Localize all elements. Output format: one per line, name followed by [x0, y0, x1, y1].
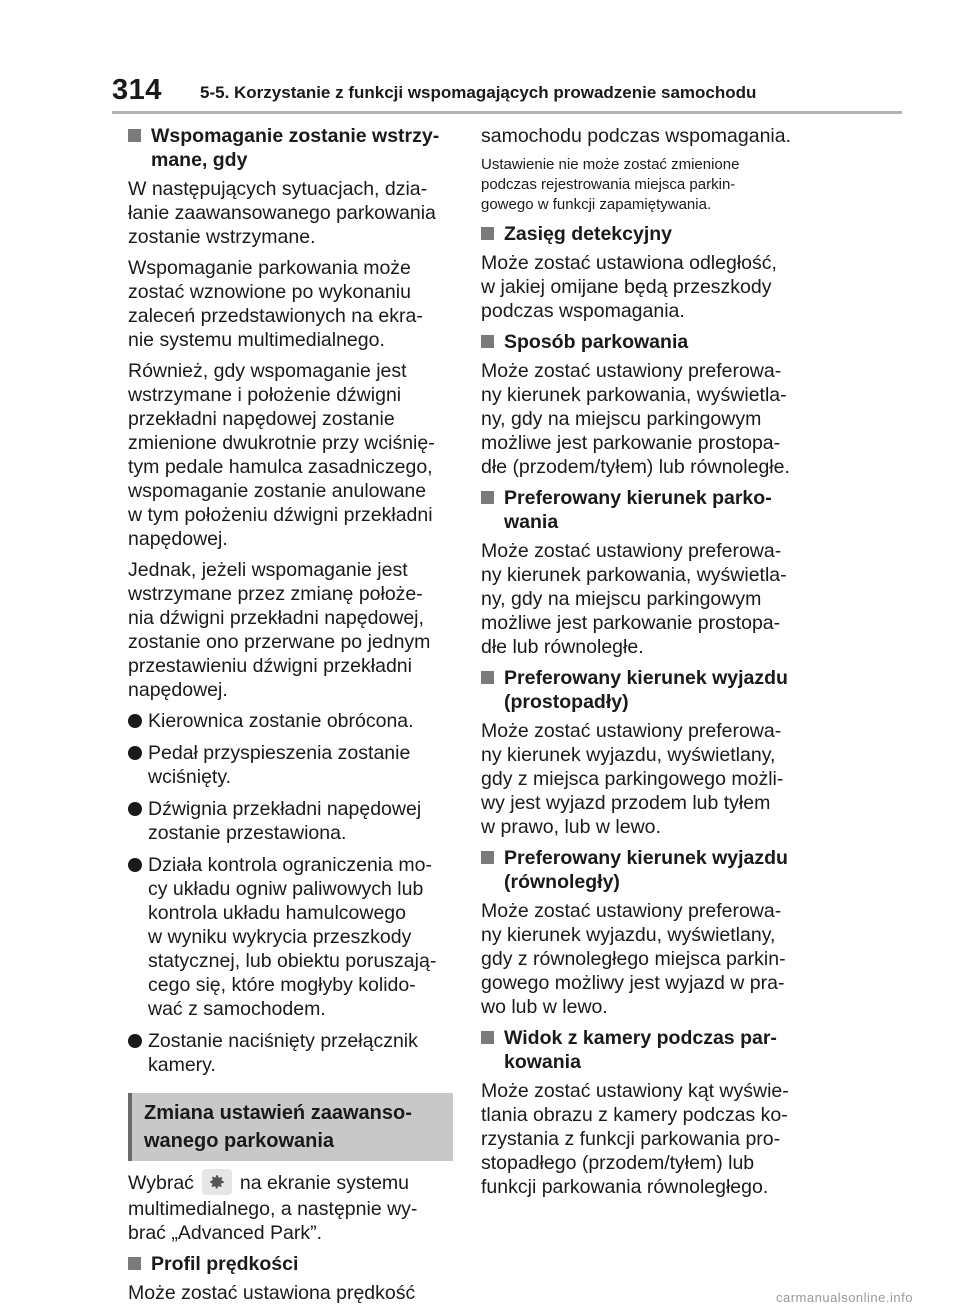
subheading [481, 666, 806, 714]
subheading-text: Profil prędkości [151, 1253, 299, 1275]
paragraph: Może zostać ustawiony preferowa- ny kierunek parkowania, wyświetla- ny, gdy na miejscu parkingowym możliwe jest parkowanie prostopa- dłe lub równoległe. [481, 540, 787, 658]
square-bullet-icon [481, 491, 494, 504]
bullet-item [128, 709, 453, 733]
section [481, 1026, 806, 1199]
subheading-text: Widok z kamery podczas par- kowania [504, 1027, 777, 1073]
watermark: carmanualsonline.info [776, 1290, 913, 1305]
square-bullet-icon [481, 227, 494, 240]
paragraph: Może zostać ustawiona prędkość [128, 1282, 416, 1304]
subheading-text: Zasięg detekcyjny [504, 223, 672, 245]
text-fragment: na ekranie systemu [239, 1172, 410, 1195]
section [481, 222, 806, 323]
subheading-text: Preferowany kierunek wyjazdu (prostopadły) [504, 667, 788, 713]
round-bullet-icon [128, 802, 142, 816]
square-bullet-icon [481, 671, 494, 684]
bullet-text: Kierownica zostanie obrócona. [148, 710, 414, 732]
bullet-text: Dźwignia przekładni napędowej zostanie przestawiona. [148, 798, 422, 844]
text-fragment: Wybrać [128, 1172, 194, 1195]
section-box-heading: Zmiana ustawień zaawanso- wanego parkowania [128, 1093, 453, 1161]
bullet-text: Zostanie naciśnięty przełącznik kamery. [148, 1030, 418, 1076]
paragraph: Wspomaganie parkowania może zostać wznowione po wykonaniu zaleceń przedstawionych na ekra- nie systemu multimedialnego. [128, 257, 423, 351]
square-bullet-icon [128, 129, 141, 142]
section [481, 486, 806, 659]
section [481, 666, 806, 839]
bullet-item [128, 1029, 453, 1077]
subheading-text: Preferowany kierunek wyjazdu (równoległy) [504, 847, 788, 893]
subheading [481, 486, 806, 534]
section-title: 5-5. Korzystanie z funkcji wspomagających prowadzenie samochodu [200, 83, 757, 102]
right-column [481, 124, 806, 1206]
round-bullet-icon [128, 858, 142, 872]
gear-icon [202, 1169, 232, 1195]
paragraph: samochodu podczas wspomagania. [481, 125, 792, 147]
note-text: Ustawienie nie może zostać zmienione podczas rejestrowania miejsca parkin- gowego w funkcji zapamiętywania. [481, 156, 740, 213]
square-bullet-icon [481, 1031, 494, 1044]
subheading [481, 846, 806, 894]
round-bullet-icon [128, 746, 142, 760]
paragraph: Może zostać ustawiony preferowa- ny kierunek wyjazdu, wyświetlany, gdy z miejsca parkingowego możli- wy jest wyjazd przodem lub tyłem w prawo, lub w lewo. [481, 720, 784, 838]
paragraph: Może zostać ustawiony kąt wyświe- tlania obrazu z kamery podczas ko- rzystania z funkcji parkowania pro- stopadłego (przodem/tyłem) lub funkcji parkowania równoległego. [481, 1080, 789, 1198]
subheading [481, 222, 806, 246]
round-bullet-icon [128, 714, 142, 728]
subheading-speed-profile [128, 1252, 453, 1276]
subheading-text: Sposób parkowania [504, 331, 689, 353]
subheading-assist-paused [128, 124, 453, 172]
bullet-item [128, 797, 453, 845]
square-bullet-icon [481, 851, 494, 864]
subheading-text: Preferowany kierunek parko- wania [504, 487, 772, 533]
page-header [0, 0, 960, 118]
paragraph: Może zostać ustawiony preferowa- ny kierunek parkowania, wyświetla- ny, gdy na miejscu parkingowym możliwe jest parkowanie prostopa- dłe (przodem/tyłem) lub równoległe. [481, 360, 790, 478]
paragraph: Również, gdy wspomaganie jest wstrzymane i położenie dźwigni przekładni napędowej zostanie zmienione dwukrotnie przy wciśnię- tym pedale hamulca zasadniczego, wspomaganie zostanie anulowane w tym położeniu dźwigni przekładni napędowej. [128, 360, 435, 550]
paragraph: Może zostać ustawiona odległość, w jakiej omijane będą przeszkody podczas wspomagania. [481, 252, 777, 322]
subheading [481, 330, 806, 354]
section [481, 846, 806, 1019]
square-bullet-icon [128, 1257, 141, 1270]
text-fragment: multimedialnego, a następnie wy- brać „Advanced Park”. [128, 1198, 418, 1244]
page-number: 314 [112, 74, 162, 106]
header-divider [112, 111, 902, 114]
paragraph-select-settings [128, 1171, 453, 1245]
paragraph: Może zostać ustawiony preferowa- ny kierunek wyjazdu, wyświetlany, gdy z równoległego miejsca parkin- gowego możliwy jest wyjazd w pra- wo lub w lewo. [481, 900, 786, 1018]
square-bullet-icon [481, 335, 494, 348]
round-bullet-icon [128, 1034, 142, 1048]
paragraph: Jednak, jeżeli wspomaganie jest wstrzymane przez zmianę położe- nia dźwigni przekładni napędowej, zostanie ono przerwane po jednym przestawieniu dźwigni przekładni napędowej. [128, 559, 431, 701]
paragraph: W następujących sytuacjach, dzia- łanie zaawansowanego parkowania zostanie wstrzymane. [128, 178, 436, 248]
bullet-item [128, 741, 453, 789]
subheading [481, 1026, 806, 1074]
subheading-text: Wspomaganie zostanie wstrzy- mane, gdy [151, 125, 440, 171]
section [481, 330, 806, 479]
bullet-text: Działa kontrola ograniczenia mo- cy układu ogniw paliwowych lub kontrola układu hamulcowego w wyniku wykrycia przeszkody statycznej, lub obiektu poruszają- cego się, które mogłyby kolido- wać z samochodem. [148, 854, 437, 1020]
bullet-item [128, 853, 453, 1021]
bullet-text: Pedał przyspieszenia zostanie wciśnięty. [148, 742, 411, 788]
left-column [128, 124, 453, 1312]
